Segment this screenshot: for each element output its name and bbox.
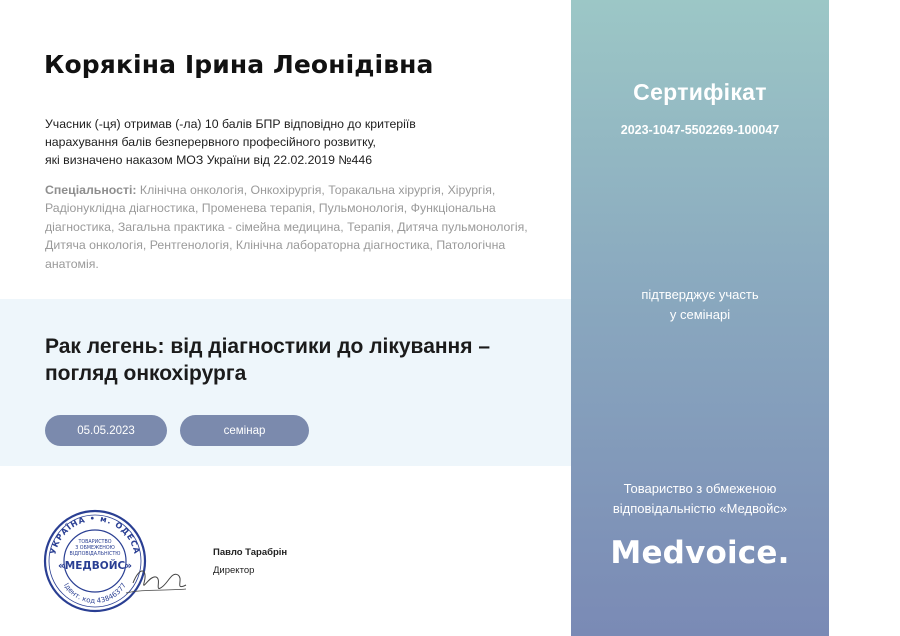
stamp-center-name: «МЕДВОЙС» bbox=[58, 560, 132, 572]
specialties bbox=[45, 181, 535, 273]
signer-name: Павло Тарабрін bbox=[213, 547, 288, 558]
points-statement bbox=[45, 115, 515, 169]
company-line: Товариство з обмеженою bbox=[623, 481, 777, 496]
company-line: відповідальністю «Медвойс» bbox=[612, 500, 788, 516]
statement-line: Учасник (-ця) отримав (-ла) 10 балів БПР відповідно до критеріїв bbox=[45, 117, 416, 131]
confirmation-line: у семінарі bbox=[669, 306, 731, 322]
brand-logo: Medvoice. bbox=[610, 535, 790, 571]
stamp-ring-bottom: Ідент. код 43846377 bbox=[61, 581, 129, 606]
stamp-center-line: ВІДПОВІДАЛЬНІСТЮ bbox=[69, 552, 121, 557]
event-title: Рак легень: від діагностики до лікування – погляд онкохірурга bbox=[45, 335, 491, 385]
statement-line: нарахування балів безперервного професійного розвитку, bbox=[45, 135, 376, 149]
stamp-center-line: З ОБМЕЖЕНОЮ bbox=[75, 546, 115, 551]
certificate-number: 2023-1047-5502269-100047 bbox=[620, 123, 780, 137]
participation-confirmation bbox=[571, 285, 829, 324]
event-type-badge: семінар bbox=[180, 415, 309, 446]
certificate-side-panel bbox=[571, 0, 829, 636]
confirmation-line: підтверджує участь bbox=[641, 287, 759, 302]
statement-line: які визначено наказом МОЗ України від 22.02.2019 №446 bbox=[45, 153, 373, 167]
issuer-company bbox=[571, 479, 829, 518]
signer-role: Директор bbox=[213, 565, 255, 576]
stamp-ring-top: УКРАЇНА • м. ОДЕСА bbox=[48, 513, 142, 556]
certificate-title: Сертифікат bbox=[633, 79, 767, 105]
svg-text:Ідент. код 43846377 bbox=[62, 582, 128, 606]
participant-name: Корякіна Ірина Леонідівна bbox=[44, 50, 434, 79]
specialties-list: Клінічна онкологія, Онкохірургія, Торакальна хірургія, Хірургія, Радіонуклідна діагностика, Променева терапія, Пульмонологія, Функціональна діагностика, Загальна практика - сімейна медицина, Терапія, Дитяча пульмонологія, Дитяча онкологія, Рентгенологія, Клінічна лабораторна діагностика, Патологічна анатомія. bbox=[45, 183, 528, 271]
company-stamp bbox=[38, 505, 188, 615]
event-date-badge: 05.05.2023 bbox=[45, 415, 167, 446]
stamp-center-line: ТОВАРИСТВО bbox=[78, 540, 112, 545]
specialties-label: Спеціальності: bbox=[45, 183, 137, 197]
